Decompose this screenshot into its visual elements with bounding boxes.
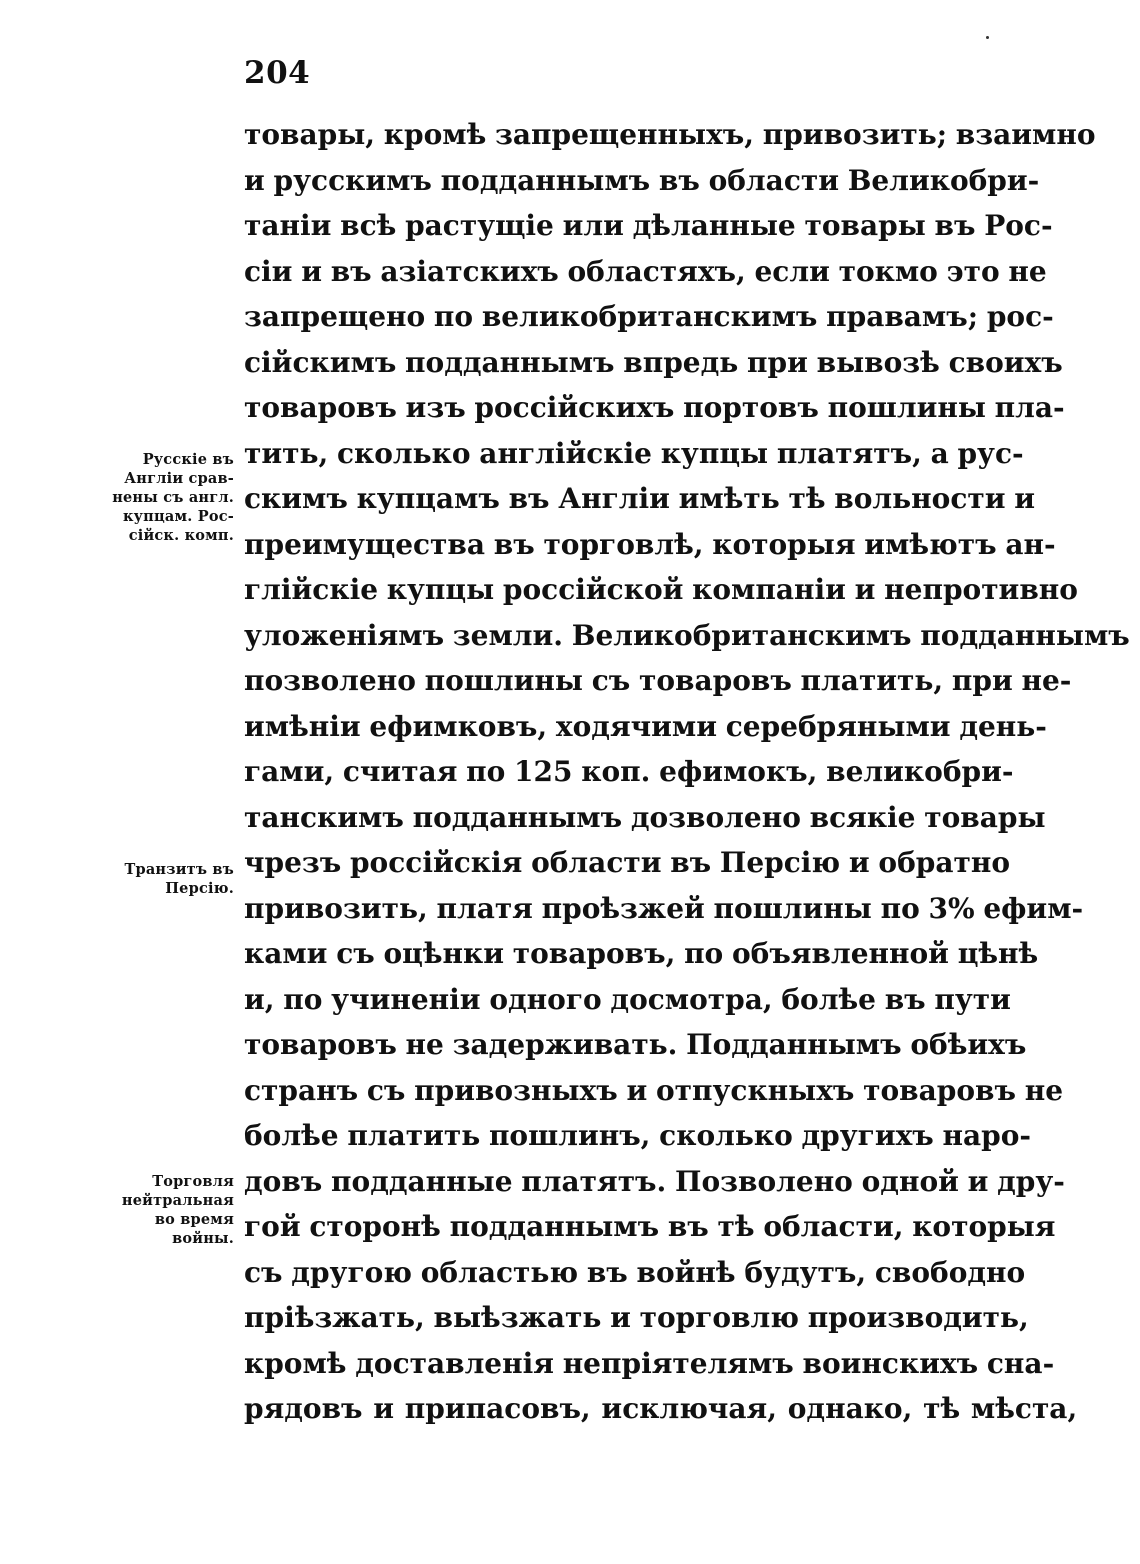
body-text <box>244 112 1130 1432</box>
margin-note-line: Транзитъ въ <box>124 861 234 878</box>
body-line: товаровъ не задерживать. Подданнымъ обѣихъ <box>244 1028 1027 1061</box>
body-line: имѣніи ефимковъ, ходячими серебряными день- <box>244 709 1047 743</box>
body-line: ками съ оцѣнки товаровъ, по объявленной цѣнѣ <box>244 937 1039 970</box>
body-line: и русскимъ подданнымъ въ области Великобри- <box>244 163 1040 197</box>
body-line: товаровъ изъ россійскихъ портовъ пошлины пла- <box>244 391 1065 424</box>
margin-note-line: сійск. комп. <box>128 527 234 544</box>
margin-note-neutral-trade <box>94 1172 234 1248</box>
body-line: тить, сколько англійскіе купцы платятъ, а рус- <box>244 436 1024 470</box>
body-line: товары, кромѣ запрещенныхъ, привозить; взаимно <box>244 118 1096 151</box>
body-line: танскимъ подданнымъ дозволено всякіе товары <box>244 800 1046 834</box>
body-line: болѣе платить пошлинъ, сколько другихъ наро- <box>244 1119 1032 1152</box>
body-line: запрещено по великобританскимъ правамъ; рос- <box>244 300 1054 333</box>
margin-note-line: нены съ англ. <box>112 489 234 506</box>
margin-note-line: купцам. Рос- <box>123 508 234 525</box>
body-line: съ другою областью въ войнѣ будутъ, свободно <box>244 1255 1026 1289</box>
body-line: таніи всѣ растущіе или дѣланные товары въ Рос- <box>244 209 1053 242</box>
body-line: привозить, платя проѣзжей пошлины по 3% ефим- <box>244 891 1084 925</box>
margin-note-russians-in-england <box>94 450 234 545</box>
body-line: кромѣ доставленія непріятелямъ воинскихъ сна- <box>244 1346 1055 1380</box>
body-line: чрезъ россійскія области въ Персію и обратно <box>244 846 1010 879</box>
body-line: рядовъ и припасовъ, исключая, однако, тѣ мѣста, <box>244 1392 1078 1425</box>
page-number: 204 <box>244 55 311 91</box>
body-line: довъ подданные платятъ. Позволено одной и дру- <box>244 1164 1065 1198</box>
body-line: гами, считая по 125 коп. ефимокъ, великобри- <box>244 755 1014 788</box>
body-line: гой сторонѣ подданнымъ въ тѣ области, которыя <box>244 1210 1056 1243</box>
body-line: позволено пошлины съ товаровъ платить, при не- <box>244 664 1072 697</box>
body-line: глійскіе купцы россійской компаніи и непротивно <box>244 573 1078 606</box>
body-line: скимъ купцамъ въ Англіи имѣть тѣ вольности и <box>244 482 1036 515</box>
margin-note-line: нейтральная <box>121 1192 234 1209</box>
body-line: сійскимъ подданнымъ впредь при вывозѣ своихъ <box>244 345 1063 379</box>
body-line: сіи и въ азіатскихъ областяхъ, если токмо это не <box>244 254 1047 288</box>
body-line: уложеніямъ земли. Великобританскимъ подданнымъ <box>244 618 1130 652</box>
margin-note-line: войны. <box>172 1230 234 1247</box>
paper-speck <box>986 36 989 39</box>
body-line: преимущества въ торговлѣ, которыя имѣютъ ан- <box>244 527 1056 561</box>
margin-note-transit-to-persia <box>94 860 234 898</box>
body-line: пріѣзжать, выѣзжать и торговлю производить, <box>244 1301 1029 1334</box>
body-line: и, по учиненіи одного досмотра, болѣе въ пути <box>244 982 1011 1016</box>
margin-note-line: Русскіе въ <box>142 451 234 468</box>
body-line: странъ съ привозныхъ и отпускныхъ товаровъ не <box>244 1073 1064 1107</box>
margin-note-line: Персію. <box>165 880 234 897</box>
margin-note-line: Англіи срав- <box>124 470 234 487</box>
margin-note-line: во время <box>154 1211 234 1228</box>
margin-note-line: Торговля <box>152 1173 234 1190</box>
